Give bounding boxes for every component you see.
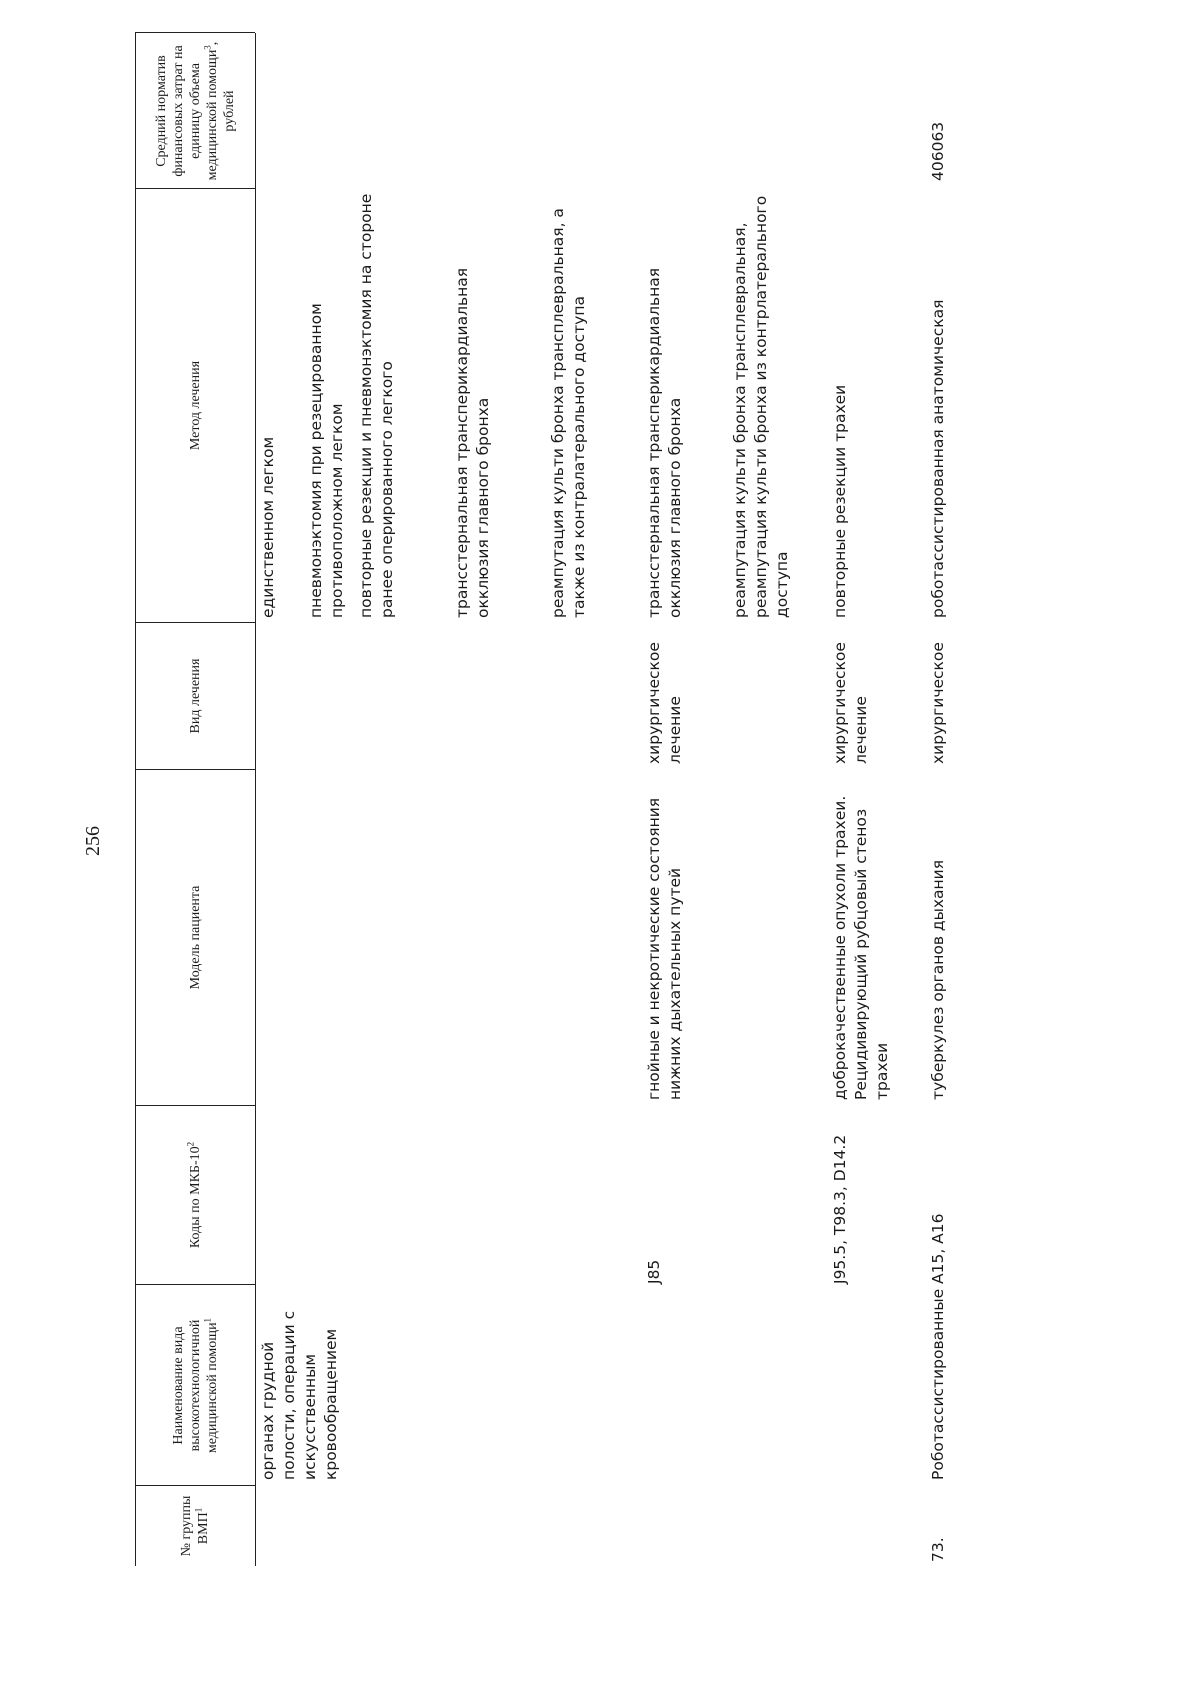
group-73-codes: A15, A16 (929, 1213, 947, 1284)
header-cost-norm-footnote: 3 (201, 45, 212, 50)
page-number: 256 (82, 826, 104, 856)
row-j85-method-1: трансстернальная трансперикардиальная окклюзия главного бронха (645, 267, 684, 618)
header-icd-codes (135, 1106, 255, 1284)
continuation-method-3: повторные резекции и пневмонэктомия на стороне ранее оперированного легкого (357, 193, 396, 618)
header-patient-model (135, 770, 255, 1105)
row-j95-method-1: повторные резекции трахеи (831, 384, 849, 618)
row-j85-type: хирургическое лечение (645, 642, 684, 764)
header-name-footnote: 1 (201, 1317, 212, 1323)
header-cost-norm (135, 35, 255, 187)
group-73-model: туберкулез органов дыхания (929, 859, 947, 1100)
header-name (135, 1287, 255, 1484)
header-treatment-type-text: Вид лечения (187, 658, 203, 734)
col-divider-7 (135, 32, 255, 33)
continuation-name: органах грудной полости, операции с искусственным кровообращением (259, 1310, 340, 1480)
group-73-number: 73. (929, 1537, 947, 1562)
header-icd-codes-text: Коды по МКБ-10 (187, 1146, 203, 1249)
continuation-method-5: реампутация культи бронха трансплевральная, а также из контралатерального доступа (549, 208, 588, 618)
group-73-cost: 406063 (929, 121, 947, 181)
header-group-no (135, 1486, 255, 1566)
header-icd-codes-footnote: 2 (184, 1141, 195, 1147)
row-j85-model: гнойные и некротические состояния нижних дыхательных путей (645, 797, 684, 1100)
group-73-name: Роботассистированные (929, 1288, 947, 1480)
header-group-no-text: № группы ВМП (179, 1495, 211, 1557)
header-patient-model-text: Модель пациента (187, 885, 203, 990)
header-cost-norm-text: Средний норматив финансовых затрат на единицу объема медицинской помощи (153, 45, 220, 181)
group-73-method: роботассистированная анатомическая (929, 299, 947, 618)
row-j85-codes: J85 (645, 1259, 663, 1284)
header-name-text: Наименование вида высокотехнологичной медицинской помощи (170, 1319, 220, 1454)
continuation-method-1: единственном легком (259, 436, 277, 618)
col-divider-2 (135, 1284, 255, 1285)
header-treatment-method-text: Метод лечения (187, 360, 203, 451)
header-group-no-footnote: 1 (193, 1507, 204, 1513)
header-treatment-method (135, 189, 255, 622)
row-j95-type: хирургическое лечение (831, 642, 870, 764)
header-treatment-type (135, 623, 255, 769)
row-j95-codes: J95.5, T98.3, D14.2 (831, 1134, 849, 1284)
row-j85-method-2: реампутация культи бронха трансплевральная, реампутация культи бронха из контрлатерального доступа (731, 195, 791, 618)
continuation-method-2: пневмонэктомия при резецированном противоположном легком (307, 303, 346, 618)
header-bottom-rule (255, 33, 256, 1566)
group-73-type: хирургическое (929, 642, 947, 764)
row-j95-model: доброкачественные опухоли трахеи. Рецидивирующий рубцовый стеноз трахеи (831, 795, 891, 1100)
header-cost-norm-unit: , рублей (204, 41, 237, 132)
continuation-method-4: трансстернальная трансперикардиальная окклюзия главного бронха (453, 267, 492, 618)
